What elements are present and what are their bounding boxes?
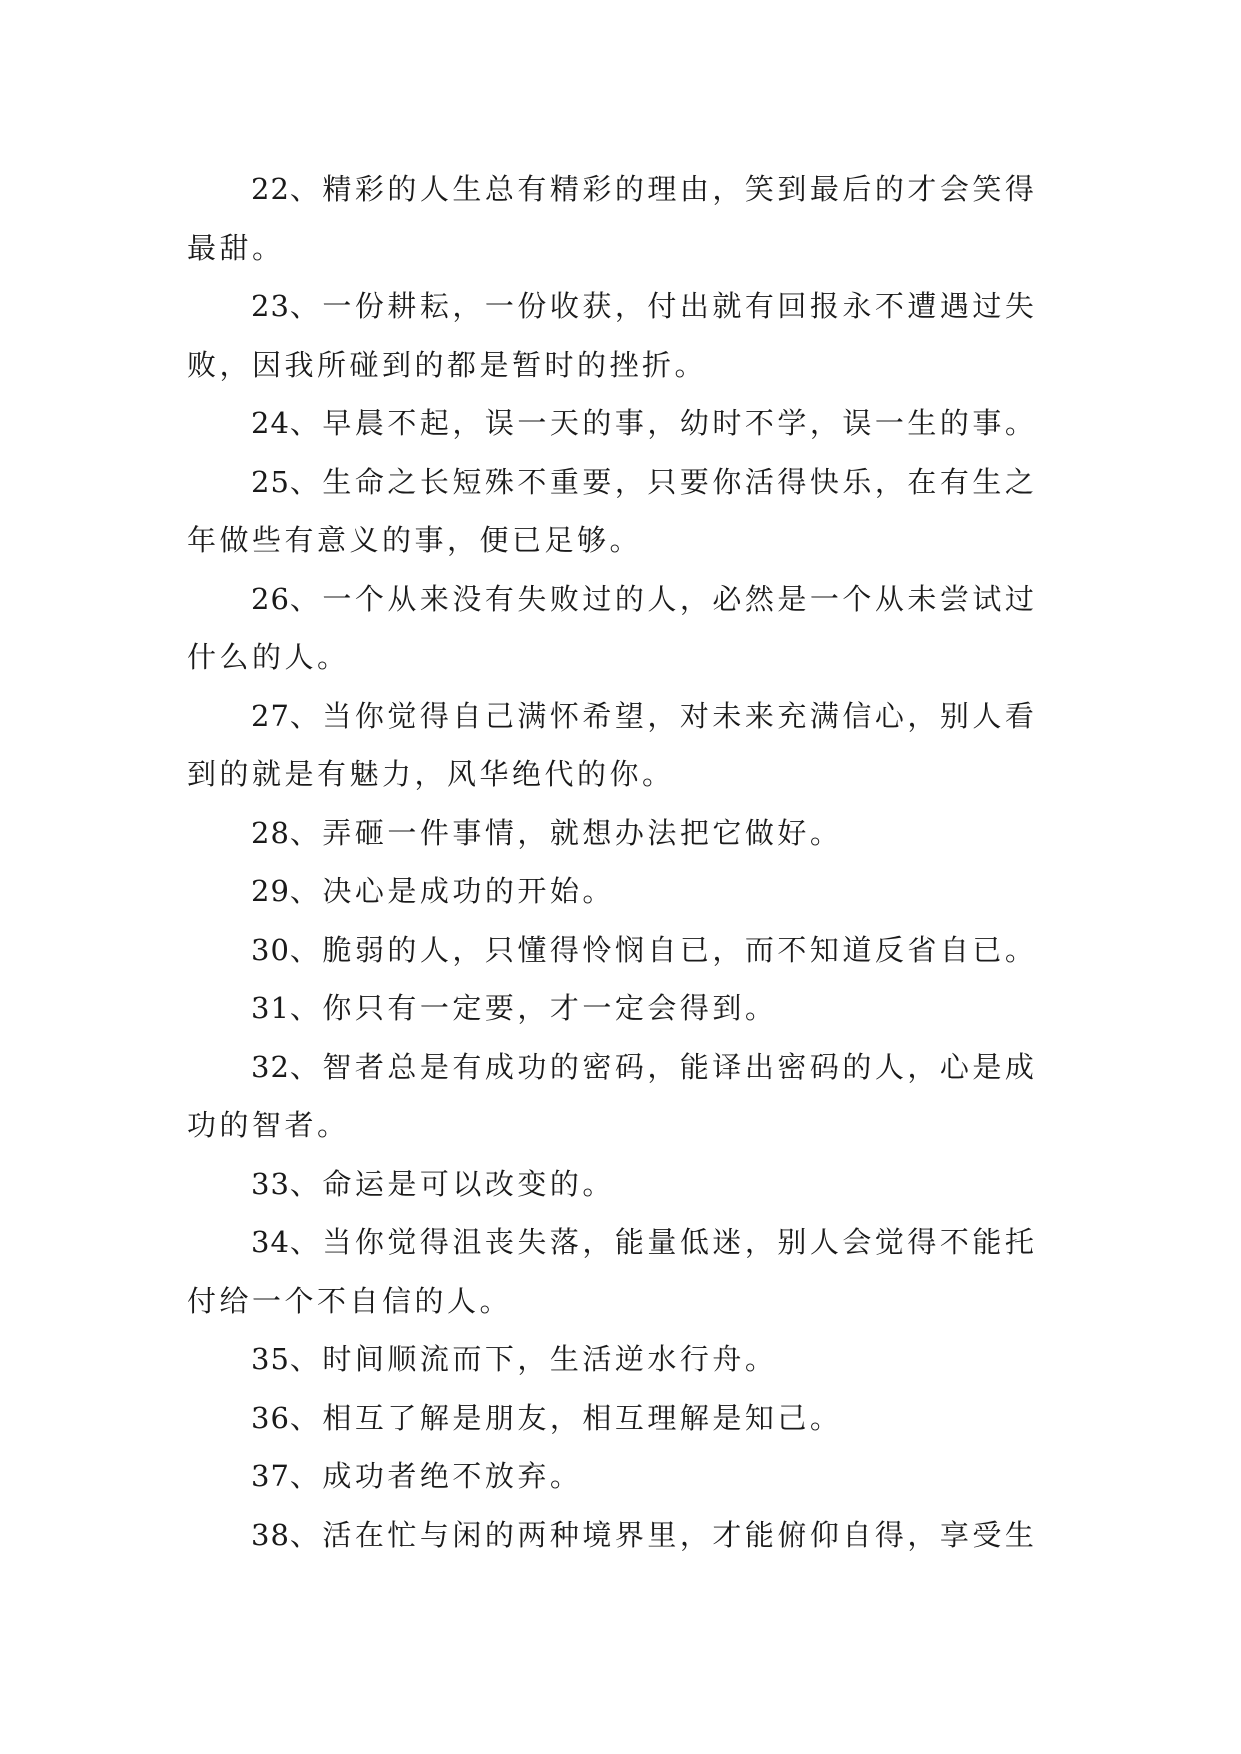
item-number: 31: [251, 991, 290, 1025]
paragraph-30: [187, 921, 1067, 980]
item-number: 28: [251, 815, 290, 850]
paragraph-text: 、你只有一定要，才一定会得到。: [289, 991, 778, 1025]
paragraph-27: [187, 687, 1067, 804]
item-number: 29: [251, 874, 290, 908]
item-number: 30: [251, 932, 290, 967]
paragraph-text: 、一个从来没有失败过的人，必然是一个从未尝试过什么的人。: [187, 581, 1038, 674]
paragraph-31: [187, 979, 1067, 1038]
item-number: 36: [251, 1400, 290, 1435]
item-number: 34: [251, 1225, 290, 1259]
paragraph-text: 、当你觉得沮丧失落，能量低迷，别人会觉得不能托付给一个不自信的人。: [187, 1225, 1038, 1318]
paragraph-28: [187, 804, 1067, 863]
paragraph-text: 、智者总是有成功的密码，能译出密码的人，心是成功的智者。: [187, 1049, 1038, 1142]
paragraph-34: [187, 1213, 1067, 1330]
item-number: 38: [251, 1517, 290, 1552]
item-number: 25: [251, 464, 290, 499]
item-number: 24: [251, 406, 290, 440]
item-number: 23: [251, 289, 290, 323]
paragraph-text: 、精彩的人生总有精彩的理由，笑到最后的才会笑得最甜。: [187, 172, 1038, 265]
paragraph-text: 、一份耕耘，一份收获，付出就有回报永不遭遇过失败，因我所碰到的都是暂时的挫折。: [187, 289, 1038, 382]
item-number: 22: [251, 172, 290, 206]
paragraph-text: 、活在忙与闲的两种境界里，才能俯仰自得，享受生: [289, 1517, 1038, 1552]
paragraph-37: [187, 1447, 1067, 1506]
item-number: 26: [251, 581, 290, 616]
paragraph-33: [187, 1155, 1067, 1214]
paragraph-35: [187, 1330, 1067, 1389]
item-number: 37: [251, 1459, 290, 1493]
paragraph-32: [187, 1038, 1067, 1155]
paragraph-38: [187, 1506, 1067, 1565]
paragraph-22: [187, 160, 1067, 277]
paragraph-24: [187, 394, 1067, 453]
item-number: 33: [251, 1166, 290, 1201]
paragraph-23: [187, 277, 1067, 394]
paragraph-29: [187, 862, 1067, 921]
paragraph-text: 、生命之长短殊不重要，只要你活得快乐，在有生之年做些有意义的事，便已足够。: [187, 464, 1038, 557]
paragraph-text: 、时间顺流而下，生活逆水行舟。: [289, 1342, 778, 1376]
paragraph-text: 、成功者绝不放弃。: [289, 1459, 583, 1493]
paragraph-text: 、相互了解是朋友，相互理解是知己。: [289, 1400, 843, 1435]
item-number: 35: [251, 1342, 290, 1376]
item-number: 27: [251, 698, 290, 733]
paragraph-25: [187, 453, 1067, 570]
paragraph-text: 、弄砸一件事情，就想办法把它做好。: [289, 815, 843, 850]
paragraph-text: 、脆弱的人，只懂得怜悯自已，而不知道反省自已。: [289, 932, 1038, 967]
paragraph-36: [187, 1389, 1067, 1448]
paragraph-text: 、当你觉得自己满怀希望，对未来充满信心，别人看到的就是有魅力，风华绝代的你。: [187, 698, 1038, 791]
paragraph-text: 、决心是成功的开始。: [289, 874, 615, 908]
document-body: [187, 160, 1067, 1564]
paragraph-text: 、早晨不起，误一天的事，幼时不学，误一生的事。: [289, 406, 1038, 440]
paragraph-text: 、命运是可以改变的。: [289, 1166, 615, 1201]
item-number: 32: [251, 1049, 290, 1084]
paragraph-26: [187, 570, 1067, 687]
